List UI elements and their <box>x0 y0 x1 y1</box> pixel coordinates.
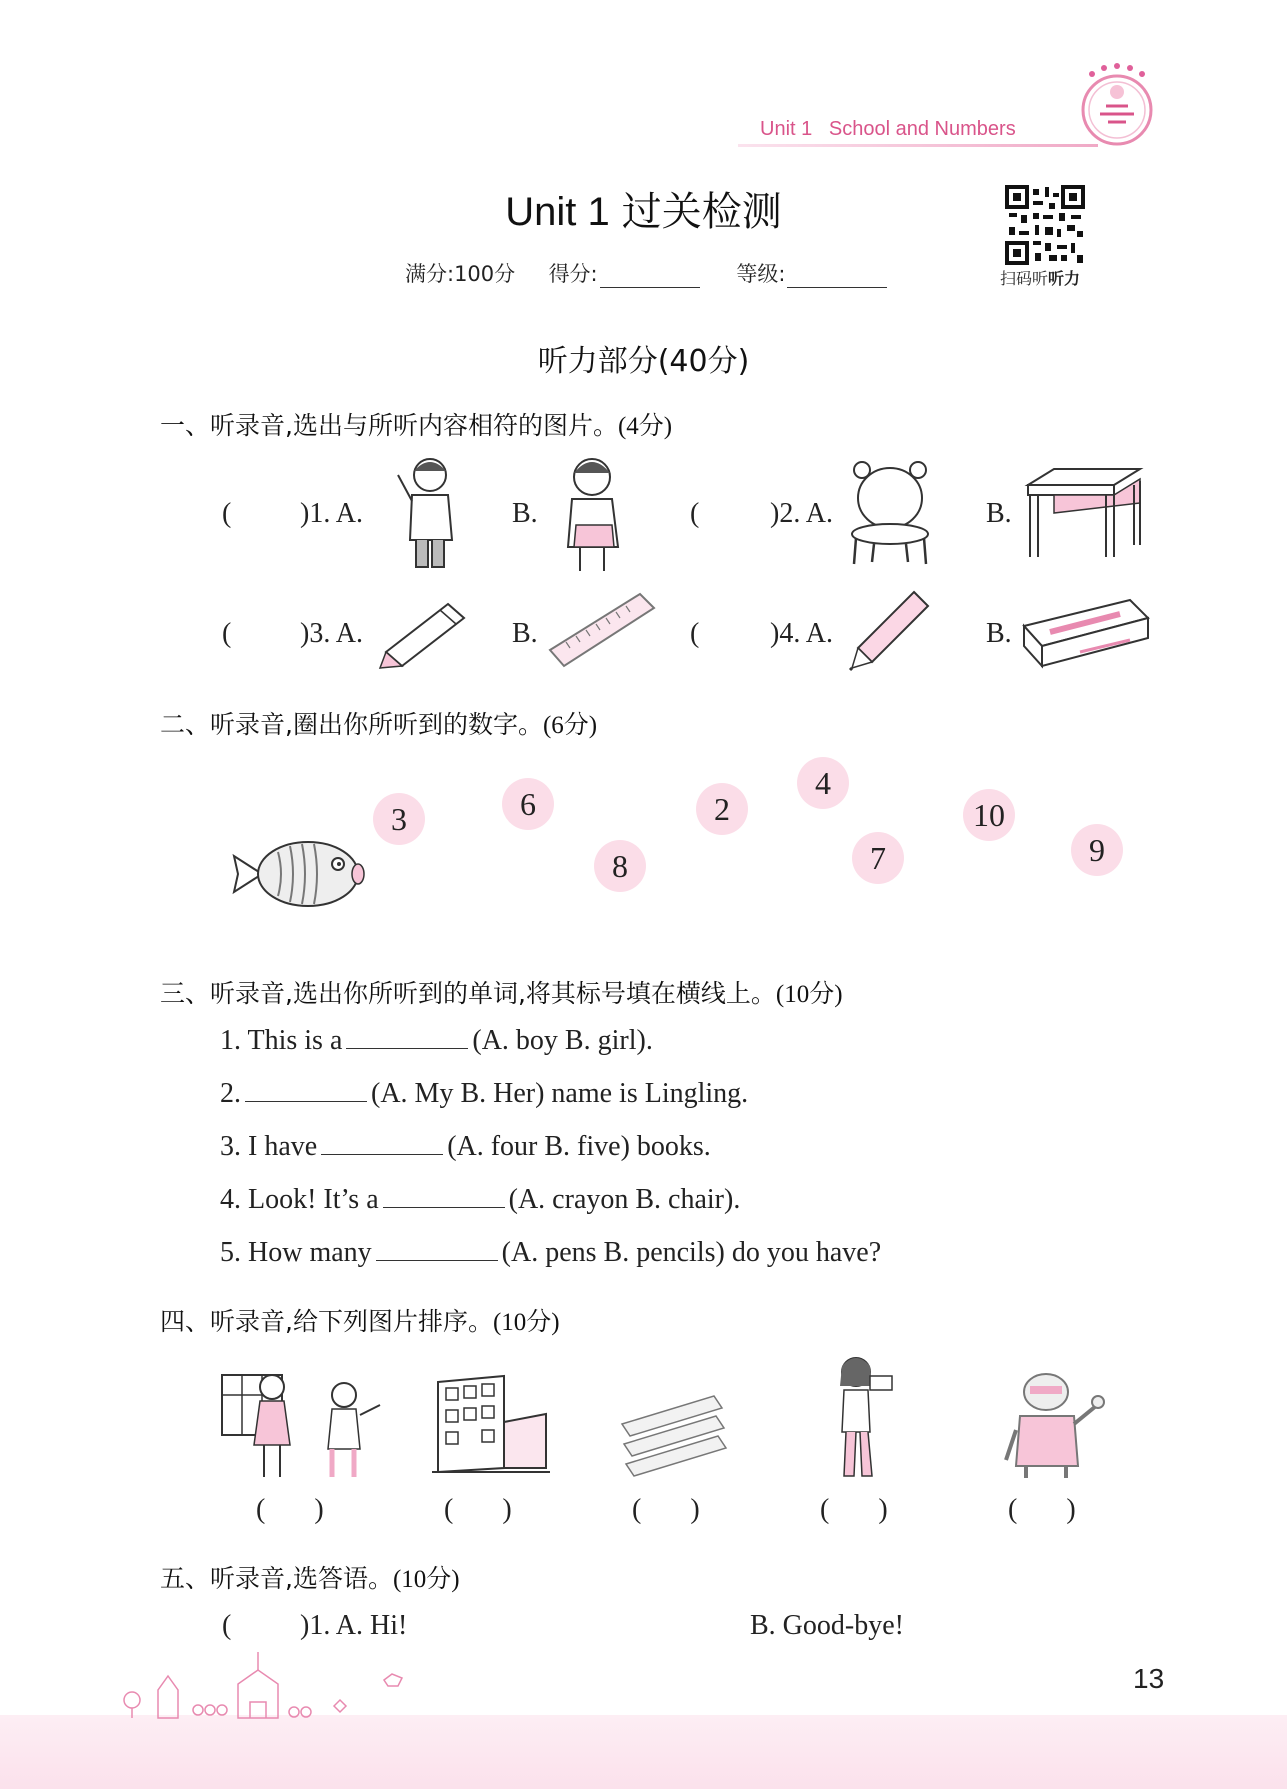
sec1-q3-label: )3. A. <box>300 618 363 649</box>
order-blank-1[interactable] <box>256 1494 324 1526</box>
number-bubble[interactable]: 6 <box>502 778 554 830</box>
sec5-title-text: 五、听录音,选答语。 <box>160 1564 393 1593</box>
answer-blank[interactable] <box>321 1130 443 1155</box>
paren-close: ) <box>878 1494 888 1525</box>
publisher-logo-icon <box>1072 62 1162 152</box>
sec5-points: (10分) <box>392 1566 460 1593</box>
open-paren: ( <box>690 498 700 529</box>
sec4-points: (10分) <box>492 1309 560 1336</box>
sec1-q3-b: B. <box>512 618 538 649</box>
sec1-q1-label: )1. A. <box>300 498 363 529</box>
grade-label: 等级: <box>736 262 786 286</box>
open-paren: ( <box>222 618 232 649</box>
sec3-item-5 <box>220 1236 881 1269</box>
qr-label-bold: 听力 <box>1048 269 1081 288</box>
sec4-title <box>160 1302 560 1338</box>
sec3-item-4 <box>220 1183 740 1216</box>
order-blank-3[interactable] <box>632 1494 700 1526</box>
paren-close: ) <box>314 1494 324 1525</box>
footer-band <box>0 1715 1287 1789</box>
sec5-title <box>160 1559 460 1595</box>
header-unit-name: School and Numbers <box>828 118 1016 140</box>
rulers-icon <box>618 1392 732 1478</box>
paren-open: ( <box>256 1494 266 1525</box>
order-blank-2[interactable] <box>444 1494 512 1526</box>
sec2-title-text: 二、听录音,圈出你所听到的数字。 <box>160 710 543 739</box>
qr-code-icon[interactable] <box>1005 185 1085 265</box>
sec3-item-pre: 4. Look! It’s a <box>220 1184 379 1215</box>
boy-teacher-icon <box>392 455 462 570</box>
sec1-title <box>160 406 672 442</box>
paren-open: ( <box>444 1494 454 1525</box>
sec3-title-text: 三、听录音,选出你所听到的单词,将其标号填在横线上。 <box>160 979 776 1008</box>
title-name: 过关检测 <box>621 190 782 234</box>
page-number: 13 <box>1133 1663 1165 1694</box>
sec3-points: (10分) <box>775 981 843 1008</box>
number-bubble[interactable]: 3 <box>373 793 425 845</box>
number-bubble[interactable]: 8 <box>594 840 646 892</box>
paren-open: ( <box>1008 1494 1018 1525</box>
sec3-item-3 <box>220 1130 711 1163</box>
page-title <box>0 180 1287 237</box>
sec1-q1-b: B. <box>512 498 538 529</box>
school-building-icon <box>432 1372 550 1478</box>
sec3-item-1 <box>220 1024 653 1057</box>
sec3-item-pre: 1. This is a <box>220 1025 343 1056</box>
sec3-item-post: (A. crayon B. chair). <box>508 1184 741 1215</box>
sec3-item-post: (A. pens B. pencils) do you have? <box>501 1237 882 1268</box>
sec1-q2-paren[interactable] <box>690 498 699 530</box>
chair-icon <box>848 458 932 566</box>
ruler-icon <box>546 590 658 670</box>
answer-blank[interactable] <box>346 1024 468 1049</box>
sec1-q3-paren[interactable] <box>222 618 231 650</box>
sec3-title <box>160 974 843 1010</box>
qr-label <box>1000 266 1080 289</box>
robot-mascot-icon <box>1002 1370 1106 1482</box>
fish-icon <box>228 832 368 916</box>
score-row <box>405 258 917 288</box>
sec3-item-post: (A. boy B. girl). <box>472 1025 653 1056</box>
sec3-item-post: (A. My B. Her) name is Lingling. <box>371 1078 749 1109</box>
sec3-item-pre: 5. How many <box>220 1237 372 1268</box>
sec1-title-text: 一、听录音,选出与所听内容相符的图片。 <box>160 411 618 440</box>
two-girls-school-icon <box>220 1365 388 1483</box>
number-bubble[interactable]: 4 <box>797 757 849 809</box>
sec1-q1-paren[interactable] <box>222 498 231 530</box>
header-unit-title <box>760 118 1016 141</box>
open-paren: ( <box>222 1610 232 1641</box>
grade-blank[interactable] <box>787 265 887 288</box>
sec4-title-text: 四、听录音,给下列图片排序。 <box>160 1307 493 1336</box>
paren-close: ) <box>690 1494 700 1525</box>
number-bubble[interactable]: 7 <box>852 832 904 884</box>
boy-student-icon <box>556 455 628 573</box>
sec5-q1-option-b: B. Good-bye! <box>750 1610 904 1641</box>
pencil-box-icon <box>1020 596 1150 668</box>
castle-decoration-icon <box>118 1650 418 1720</box>
pencil-icon <box>846 588 932 672</box>
title-unit: Unit 1 <box>505 190 610 234</box>
number-bubble[interactable]: 9 <box>1071 824 1123 876</box>
listening-section-header: 听力部分(40分) <box>537 344 750 379</box>
desk-icon <box>1024 465 1144 560</box>
crayon-icon <box>378 600 468 670</box>
sec1-q2-b: B. <box>986 498 1012 529</box>
answer-blank[interactable] <box>245 1077 367 1102</box>
score-label: 得分: <box>548 262 598 286</box>
order-blank-4[interactable] <box>820 1494 888 1526</box>
paren-close: ) <box>502 1494 512 1525</box>
paren-close: ) <box>1066 1494 1076 1525</box>
sec1-q4-paren[interactable] <box>690 618 699 650</box>
sec2-title <box>160 705 597 741</box>
full-marks: 满分:100分 <box>405 262 516 286</box>
girl-with-book-icon <box>822 1352 898 1482</box>
sec3-item-post: (A. four B. five) books. <box>447 1131 711 1162</box>
number-bubble[interactable]: 2 <box>696 783 748 835</box>
sec5-q1-paren[interactable] <box>222 1610 231 1642</box>
number-bubble[interactable]: 10 <box>963 789 1015 841</box>
sec2-points: (6分) <box>542 712 598 739</box>
answer-blank[interactable] <box>383 1183 505 1208</box>
order-blank-5[interactable] <box>1008 1494 1076 1526</box>
open-paren: ( <box>222 498 232 529</box>
answer-blank[interactable] <box>376 1236 498 1261</box>
sec3-item-2 <box>220 1077 748 1110</box>
score-blank[interactable] <box>600 265 700 288</box>
qr-label-prefix: 扫码听 <box>1000 269 1049 288</box>
header-divider <box>738 144 1098 147</box>
sec1-q4-label: )4. A. <box>770 618 833 649</box>
sec1-q4-b: B. <box>986 618 1012 649</box>
paren-open: ( <box>820 1494 830 1525</box>
sec1-points: (4分) <box>617 413 673 440</box>
open-paren: ( <box>690 618 700 649</box>
sec3-item-pre: 3. I have <box>220 1131 318 1162</box>
sec3-item-pre: 2. <box>220 1078 241 1109</box>
header-unit-label: Unit 1 <box>760 118 813 140</box>
sec1-q2-label: )2. A. <box>770 498 833 529</box>
sec5-q1-option-a: )1. A. Hi! <box>300 1610 408 1641</box>
paren-open: ( <box>632 1494 642 1525</box>
